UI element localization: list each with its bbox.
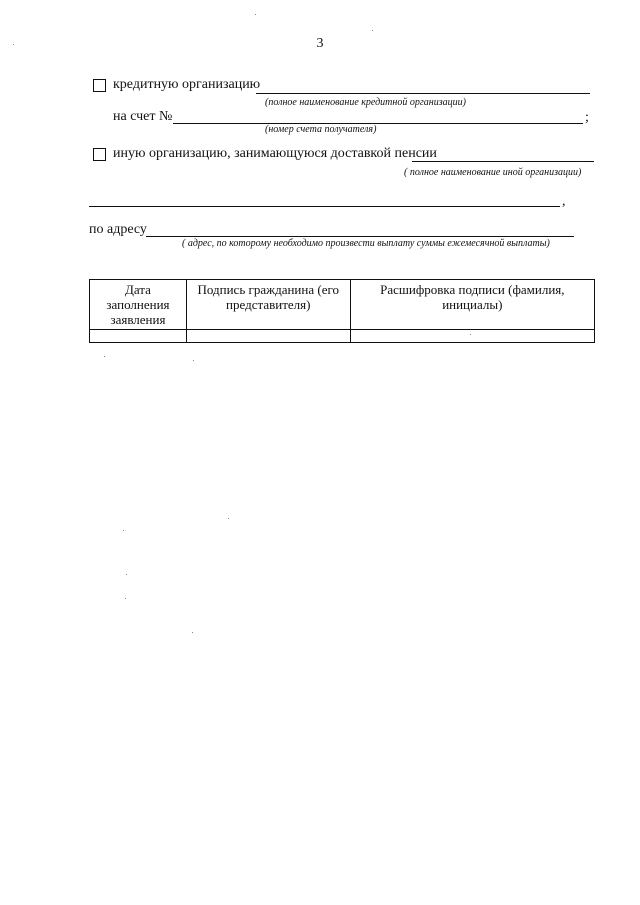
other-organization-label: иную организацию, занимающуюся доставкой пенсии (113, 146, 437, 161)
account-label: на счет № (113, 109, 173, 124)
credit-organization-hint: (полное наименование кредитной организации) (265, 97, 466, 108)
scan-speck (228, 518, 229, 519)
address-hint: ( адрес, по которому необходимо произвести выплату суммы ежемесячной выплаты) (182, 238, 550, 249)
signature-table (89, 279, 595, 343)
other-organization-checkbox[interactable] (93, 148, 106, 161)
date-column-header: Дата заполнения заявления (90, 280, 187, 330)
address-field[interactable] (146, 236, 574, 237)
other-organization-name-field-cont[interactable] (89, 206, 560, 207)
scan-speck (125, 598, 126, 599)
scan-speck (255, 14, 256, 15)
credit-organization-name-field[interactable] (256, 93, 590, 94)
account-end-mark: ; (585, 110, 589, 125)
credit-organization-checkbox[interactable] (93, 79, 106, 92)
account-hint: (номер счета получателя) (265, 124, 377, 135)
scan-speck (126, 574, 127, 575)
scan-speck (470, 334, 471, 335)
other-organization-hint: ( полное наименование иной организации) (404, 167, 582, 178)
scan-speck (123, 530, 124, 531)
other-organization-end-mark: , (562, 194, 566, 209)
scan-speck (192, 632, 193, 633)
other-organization-name-field[interactable] (412, 161, 594, 162)
scan-speck (13, 44, 14, 45)
date-cell[interactable] (90, 330, 187, 343)
scan-speck (193, 360, 194, 361)
credit-organization-label: кредитную организацию (113, 77, 261, 92)
signature-cell[interactable] (186, 330, 350, 343)
account-number-field[interactable] (173, 123, 583, 124)
signature-table-header-row (90, 280, 595, 330)
transcript-column-header: Расшифровка подписи (фамилия, инициалы) (350, 280, 594, 330)
scan-speck (104, 356, 105, 357)
signature-column-header: Подпись гражданина (его представителя) (186, 280, 350, 330)
address-label: по адресу (89, 222, 147, 237)
page-number: 3 (316, 36, 324, 51)
scan-speck (372, 30, 373, 31)
table-row (90, 330, 595, 343)
transcript-cell[interactable] (350, 330, 594, 343)
